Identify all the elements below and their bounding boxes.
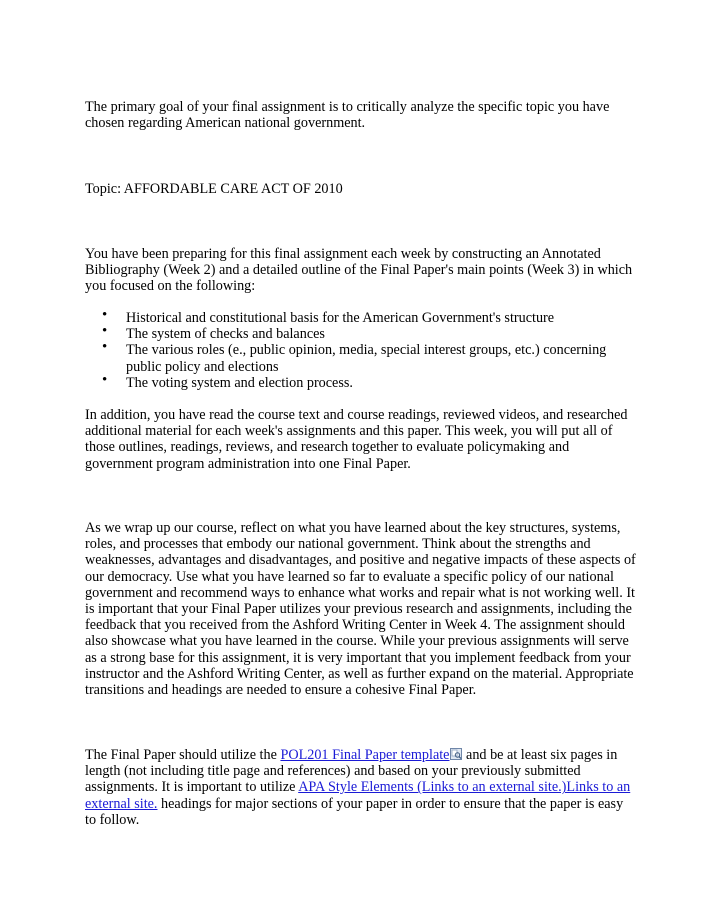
final-paper-paragraph: [85, 747, 637, 828]
list-item-text: The system of checks and balances: [126, 326, 325, 343]
list-item: [85, 307, 637, 326]
list-item: [85, 339, 637, 375]
apa-style-link[interactable]: APA Style Elements (Links to an external site.)Links to an external site.: [85, 779, 631, 812]
list-item: [85, 371, 637, 391]
bullet-icon: •: [102, 323, 108, 340]
final-paper-text-3: headings for major sections of your paper in order to ensure that the paper is easy to follow.: [85, 795, 624, 828]
topic-line: Topic: AFFORDABLE CARE ACT OF 2010: [85, 181, 343, 197]
template-link[interactable]: POL201 Final Paper template: [280, 747, 450, 763]
document-preview-icon[interactable]: [450, 748, 462, 760]
list-item-text: The various roles (e., public opinion, media, special interest groups, etc.) concerning public policy and elections: [126, 342, 607, 375]
bullet-icon: •: [102, 371, 108, 388]
addition-paragraph: In addition, you have read the course text and course readings, reviewed videos, and researched additional material for each week's assignments and this paper. This week, you will put all of those outlines, readings, reviews, and research together to evaluate policymaking and government program administration into one Final Paper.: [85, 407, 628, 472]
bullet-icon: •: [102, 307, 108, 323]
preparation-paragraph: You have been preparing for this final assignment each week by constructing an Annotated Bibliography (Week 2) and a detailed outline of the Final Paper's main points (Week 3) in which you focused on the following:: [85, 246, 633, 295]
final-paper-text-2: and be at least six pages in length (not including title page and references) and based on your previously submitted assignments. It is important to utilize: [85, 747, 618, 796]
bullet-icon: •: [102, 339, 108, 356]
list-item-text: Historical and constitutional basis for the American Government's structure: [126, 310, 555, 326]
focus-list: [85, 307, 637, 391]
wrap-up-paragraph: As we wrap up our course, reflect on what you have learned about the key structures, systems, roles, and processes that embody our national government. Think about the strengths and weaknesses, advantages and disadvantages, and positive and negative impacts of these aspects of our democracy. Use what you have learned so far to evaluate a specific policy of our national government and recommend ways to enhance what works and repair what is not working well. It is important that your Final Paper utilizes your previous research and assignments, including the feedback that you received from the Ashford Writing Center in Week 4. The assignment should also showcase what you have learned in the course. While your previous assignments will serve as a strong base for this assignment, it is very important that you implement feedback from your instructor and the Ashford Writing Center, as well as further expand on the material. Appropriate transitions and headings are needed to ensure a cohesive Final Paper.: [85, 520, 636, 699]
list-item: [85, 323, 637, 343]
intro-paragraph: The primary goal of your final assignment is to critically analyze the specific topic you have chosen regarding American national government.: [85, 99, 610, 132]
list-item-text: The voting system and election process.: [126, 374, 353, 391]
final-paper-text-1: The Final Paper should utilize the: [85, 747, 281, 763]
